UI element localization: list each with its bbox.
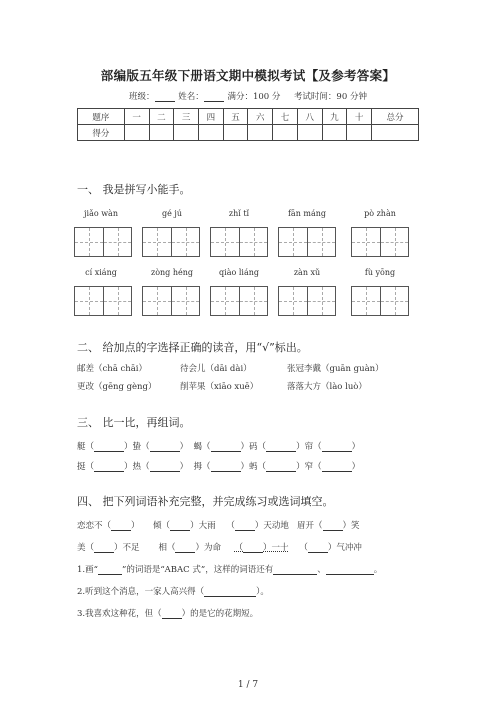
question-text: 2.听到这个消息，一家人高兴得（	[77, 587, 205, 597]
score-row-label: 得分	[78, 125, 125, 141]
reading-choice[interactable]: 削苹果（xiāo xuē）	[180, 382, 259, 392]
idiom-blank[interactable]	[323, 521, 343, 531]
pinyin: pò zhàn	[364, 209, 396, 218]
idiom-text: （	[299, 543, 308, 553]
word-blank[interactable]	[150, 442, 180, 452]
char-grid[interactable]	[142, 286, 200, 316]
page-title: 部编版五年级下册语文期中模拟考试【及参考答案】	[100, 68, 396, 83]
question-text: ）。	[256, 587, 269, 597]
idiom-text: ）笑	[342, 521, 360, 531]
section-2-title: 二、 给加点的字选择正确的读音，用“√”标出。	[77, 341, 308, 354]
char-grid[interactable]	[278, 227, 336, 257]
exam-time: 考试时间：90 分钟	[293, 92, 367, 102]
answer-blank[interactable]	[326, 565, 374, 575]
score-header: 总分	[372, 109, 419, 125]
score-header: 八	[297, 109, 322, 125]
pinyin: cí xiáng	[85, 268, 117, 277]
idiom-blank[interactable]	[175, 543, 195, 553]
class-blank[interactable]	[155, 93, 175, 102]
char: 热	[132, 462, 142, 472]
score-cell[interactable]	[124, 125, 149, 141]
idiom-blank[interactable]	[243, 543, 263, 553]
pinyin: gé jú	[161, 209, 183, 218]
pinyin: zhǐ tǐ	[228, 209, 250, 218]
score-header-row	[78, 109, 419, 125]
answer-blank[interactable]	[204, 587, 256, 597]
answer-blank[interactable]	[98, 565, 122, 575]
char: 码	[249, 442, 258, 452]
idiom-blank[interactable]	[308, 543, 328, 553]
char-grid[interactable]	[142, 227, 200, 257]
char-grid[interactable]	[210, 286, 268, 316]
question-text: 1.画“	[77, 565, 98, 575]
question-2	[77, 585, 269, 597]
full-score: 满分：100 分	[227, 92, 281, 102]
reading-choice[interactable]: 更改（gēng gèng）	[77, 382, 157, 392]
question-text: ”的词语是“ABAC 式”，这样的词语还有	[121, 565, 274, 575]
idiom-text: ）不足	[114, 543, 140, 553]
char: 帘	[304, 442, 314, 452]
reading-choice[interactable]: 落落大方（lào luò）	[287, 382, 367, 392]
char-grid[interactable]	[351, 227, 409, 257]
idiom-blank[interactable]	[94, 543, 114, 553]
score-cell[interactable]	[174, 125, 199, 141]
char: 挺	[77, 462, 86, 472]
pinyin: fān máng	[287, 209, 327, 218]
score-header: 四	[198, 109, 223, 125]
char-grid[interactable]	[74, 227, 132, 257]
idiom-text: 美（	[77, 543, 95, 553]
pinyin: zàn xǔ	[293, 268, 321, 277]
word-blank[interactable]	[266, 442, 296, 452]
reading-choice[interactable]: 张冠李戴（guān guàn）	[287, 364, 384, 374]
char-grid[interactable]	[210, 227, 268, 257]
class-label: 班级：	[129, 92, 155, 102]
question-3	[77, 607, 258, 619]
name-blank[interactable]	[204, 93, 224, 102]
word-blank[interactable]	[322, 442, 352, 452]
score-cell[interactable]	[198, 125, 223, 141]
word-blank[interactable]	[150, 462, 180, 472]
score-header: 五	[223, 109, 248, 125]
question-1: 1.画“ ”的词语是“ABAC 式”，这样的词语还有 、 。	[77, 565, 383, 575]
char: 蝎	[193, 442, 202, 452]
char-grid[interactable]	[351, 286, 409, 316]
idiom-blank[interactable]	[235, 521, 255, 531]
char: 艇	[77, 442, 86, 452]
word-blank[interactable]	[94, 462, 124, 472]
idiom-text: ）一十	[263, 543, 289, 553]
word-blank[interactable]	[211, 442, 241, 452]
question-text: ）的是它的花期短。	[181, 609, 259, 619]
score-header: 十	[347, 109, 372, 125]
score-header: 六	[248, 109, 273, 125]
idiom-row	[77, 519, 360, 531]
word-blank[interactable]	[211, 462, 241, 472]
section-4-title: 四、 把下列词语补充完整，并完成练习或选词填空。	[77, 495, 334, 508]
score-header: 二	[149, 109, 174, 125]
section-1-title: 一、 我是拼写小能手。	[77, 183, 191, 196]
char-grid[interactable]	[74, 286, 132, 316]
word-blank[interactable]	[266, 462, 296, 472]
char: 窄	[304, 462, 314, 472]
char-grid[interactable]	[278, 286, 336, 316]
idiom-text: ）大雨	[190, 521, 216, 531]
score-cell[interactable]	[297, 125, 322, 141]
score-table	[77, 108, 419, 141]
score-cell[interactable]	[149, 125, 174, 141]
answer-blank[interactable]	[273, 565, 317, 575]
idiom-text: （	[226, 521, 235, 531]
score-cell[interactable]	[322, 125, 347, 141]
pinyin: zòng héng	[150, 268, 193, 277]
word-blank[interactable]	[322, 462, 352, 472]
idiom-blank[interactable]	[170, 521, 190, 531]
score-header: 九	[322, 109, 347, 125]
idiom-row	[77, 541, 362, 553]
answer-blank[interactable]	[162, 609, 182, 619]
score-cell[interactable]	[248, 125, 273, 141]
char: 拇	[193, 462, 202, 472]
word-blank[interactable]	[94, 442, 124, 452]
score-cell[interactable]	[372, 125, 419, 141]
score-cell[interactable]	[223, 125, 248, 141]
pinyin: jiǎo wàn	[84, 209, 118, 218]
idiom-blank[interactable]	[111, 521, 131, 531]
reading-choice[interactable]: 邮差（chā chāi）	[77, 364, 148, 374]
idiom-text: （	[234, 543, 244, 553]
pinyin: fù yōng	[364, 268, 396, 277]
idiom-text: 相（	[158, 543, 176, 553]
idiom-text: 倾（	[153, 521, 171, 531]
char: 蛰	[132, 442, 142, 452]
char: 蚂	[249, 462, 258, 472]
idiom-text: 恋恋不（	[77, 521, 112, 531]
idiom-text: ）	[131, 521, 140, 531]
idiom-text: 眉开（	[297, 521, 323, 531]
question-text: 3.我喜欢这种花，但（	[77, 609, 162, 619]
score-header: 七	[273, 109, 298, 125]
idiom-text: ）为命	[195, 543, 221, 553]
reading-choice[interactable]: 待会儿（dāi dài）	[180, 364, 252, 374]
score-header: 一	[124, 109, 149, 125]
score-cell[interactable]	[273, 125, 298, 141]
compare-row: 挺（ ）热（ ） 拇（ ）蚂（ ）窄（ ）	[77, 462, 361, 472]
score-row	[78, 125, 419, 141]
score-header: 三	[174, 109, 199, 125]
score-header: 题序	[78, 109, 125, 125]
idiom-text: ）天动地	[254, 521, 289, 531]
exam-info	[0, 90, 496, 102]
pinyin: qiào liáng	[219, 268, 259, 277]
name-label: 姓名：	[178, 92, 204, 102]
compare-row: 艇（ ）蛰（ ） 蝎（ ）码（ ）帘（ ）	[77, 442, 361, 452]
page-number: 1 / 7	[237, 680, 259, 690]
section-3-title: 三、 比一比，再组词。	[77, 416, 191, 429]
idiom-text: ）气冲冲	[327, 543, 362, 553]
score-cell[interactable]	[347, 125, 372, 141]
